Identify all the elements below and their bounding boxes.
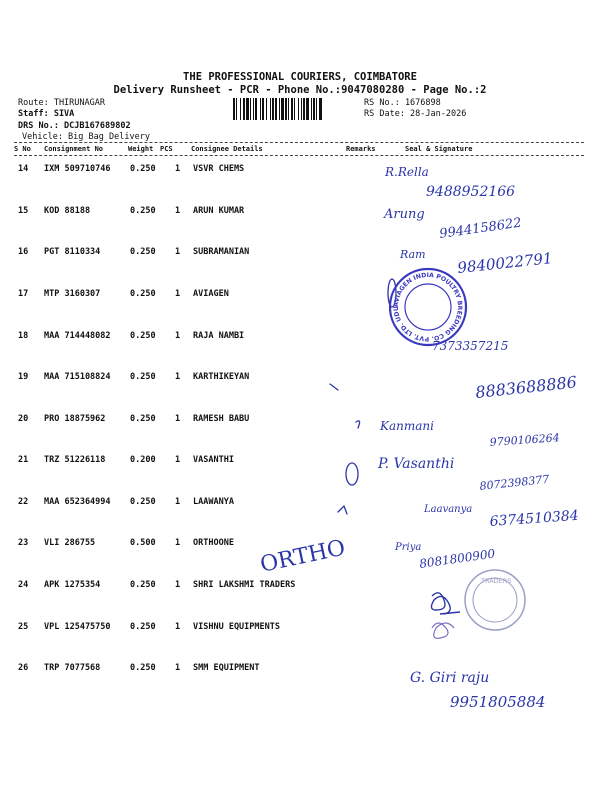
col-remarks: Remarks xyxy=(346,145,376,153)
row14-signature: R.Rella xyxy=(385,165,429,179)
row-consignment-no: VPL 125475750 xyxy=(44,622,111,632)
row16-signature: Ram xyxy=(400,248,426,261)
row-pcs: 1 xyxy=(175,247,181,257)
aviagen-stamp xyxy=(390,269,466,345)
row-sno: 23 xyxy=(18,538,29,548)
row-consignee: VASANTHI xyxy=(193,455,234,465)
col-seal: Seal & Signature xyxy=(405,145,473,153)
row-consignee: VSVR CHEMS xyxy=(193,164,245,174)
col-pcs: PCS xyxy=(160,145,173,153)
row19-tick-mark xyxy=(330,384,338,390)
row20-signature: Kanmani xyxy=(380,419,434,433)
row-weight: 0.250 xyxy=(130,289,156,299)
row-weight: 0.500 xyxy=(130,538,156,548)
row-consignee: RAMESH BABU xyxy=(193,414,250,424)
row-pcs: 1 xyxy=(175,663,181,673)
row23-remark: ORTHO xyxy=(258,535,348,578)
row-pcs: 1 xyxy=(175,164,181,174)
row-consignee: SUBRAMANIAN xyxy=(193,247,250,257)
row-consignee: KARTHIKEYAN xyxy=(193,372,250,382)
row-sno: 17 xyxy=(18,289,29,299)
row-weight: 0.250 xyxy=(130,164,156,174)
row-sno: 18 xyxy=(18,331,29,341)
row-pcs: 1 xyxy=(175,206,181,216)
row-consignment-no: MAA 652364994 xyxy=(44,497,111,507)
traders-stamp-text: TRADERS xyxy=(481,577,512,585)
row-consignment-no: APK 1275354 xyxy=(44,580,101,590)
row-consignment-no: VLI 286755 xyxy=(44,538,96,548)
row-pcs: 1 xyxy=(175,331,181,341)
row-consignment-no: MAA 715108824 xyxy=(44,372,111,382)
row-consignee: SHRI LAKSHMI TRADERS xyxy=(193,580,296,590)
row-sno: 24 xyxy=(18,580,29,590)
stamp-inner-ring xyxy=(405,284,451,330)
row-weight: 0.250 xyxy=(130,247,156,257)
row-weight: 0.250 xyxy=(130,414,156,424)
row14-phone: 9488952166 xyxy=(426,184,516,200)
row-weight: 0.250 xyxy=(130,497,156,507)
row-weight: 0.250 xyxy=(130,663,156,673)
row-pcs: 1 xyxy=(175,538,181,548)
row22-tick-mark xyxy=(338,506,347,514)
vehicle-field: Vehicle: Big Bag Delivery xyxy=(22,132,150,142)
row16-phone: 9840022791 xyxy=(456,249,554,277)
traders-stamp xyxy=(465,570,525,630)
staff-field: Staff: SIVA xyxy=(18,109,75,119)
row23-signature: Priya xyxy=(395,542,422,553)
rs-date: RS Date: 28-Jan-2026 xyxy=(364,109,467,119)
company-name: THE PROFESSIONAL COURIERS, COIMBATORE xyxy=(183,71,417,83)
row-sno: 26 xyxy=(18,663,29,673)
row-sno: 22 xyxy=(18,497,29,507)
row-sno: 25 xyxy=(18,622,29,632)
row-consignee: ARUN KUMAR xyxy=(193,206,245,216)
row20-tick-mark xyxy=(356,421,360,428)
row22-phone: 6374510384 xyxy=(489,507,580,530)
row-consignee: VISHNU EQUIPMENTS xyxy=(193,622,280,632)
row-weight: 0.250 xyxy=(130,580,156,590)
row-consignee: AVIAGEN xyxy=(193,289,229,299)
row23-phone: 8081800900 xyxy=(418,546,497,571)
col-details: Consignee Details xyxy=(191,145,263,153)
svg-text:AVIAGEN INDIA POULTRY BREEDING xyxy=(393,272,463,342)
row-consignment-no: MTP 3160307 xyxy=(44,289,101,299)
drs-field: DRS No.: DCJB167689802 xyxy=(18,121,131,131)
row-sno: 21 xyxy=(18,455,29,465)
row-sno: 20 xyxy=(18,414,29,424)
row-pcs: 1 xyxy=(175,497,181,507)
row-sno: 16 xyxy=(18,247,29,257)
row-pcs: 1 xyxy=(175,580,181,590)
route-field: Route: THIRUNAGAR xyxy=(18,98,105,108)
row-consignment-no: PGT 8110334 xyxy=(44,247,101,257)
col-sno: S No xyxy=(14,145,31,153)
row-pcs: 1 xyxy=(175,622,181,632)
row-consignment-no: IXM 509710746 xyxy=(44,164,111,174)
row22-signature: Laavanya xyxy=(424,504,473,515)
row-weight: 0.200 xyxy=(130,455,156,465)
col-consignment: Consignment No xyxy=(44,145,104,153)
row26-phone: 9951805884 xyxy=(450,693,546,711)
row15-signature: Arung xyxy=(384,207,425,222)
row-pcs: 1 xyxy=(175,289,181,299)
rs-number: RS No.: 1676898 xyxy=(364,98,441,108)
row-weight: 0.250 xyxy=(130,206,156,216)
row-consignee: SMM EQUIPMENT xyxy=(193,663,260,673)
col-weight: Weight xyxy=(128,145,154,153)
row24-signature-scribble xyxy=(431,593,460,614)
row-consignment-no: MAA 714448082 xyxy=(44,331,111,341)
row-consignee: LAAWANYA xyxy=(193,497,234,507)
row-consignment-no: TRP 7077568 xyxy=(44,663,101,673)
stamp-outer-ring xyxy=(390,269,466,345)
row-pcs: 1 xyxy=(175,372,181,382)
row25-signature-scribble xyxy=(432,623,454,638)
row-consignment-no: KOD 88188 xyxy=(44,206,91,216)
row-consignee: ORTHOONE xyxy=(193,538,234,548)
stamp-text: AVIAGEN INDIA POULTRY BREEDING CO. PVT. LTD. UDUMALPET xyxy=(392,271,464,343)
runsheet-title: Delivery Runsheet - PCR - Phone No.:9047080280 - Page No.:2 xyxy=(113,84,487,96)
row21-circle-mark xyxy=(346,463,358,485)
row-sno: 19 xyxy=(18,372,29,382)
row-consignment-no: PRO 18875962 xyxy=(44,414,106,424)
row21-phone: 8072398377 xyxy=(478,472,550,493)
row19-phone: 8883688886 xyxy=(474,372,578,402)
row15-phone: 9944158622 xyxy=(438,215,523,242)
row-pcs: 1 xyxy=(175,455,181,465)
row-sno: 14 xyxy=(18,164,29,174)
row21-signature: P. Vasanthi xyxy=(378,456,455,472)
row-weight: 0.250 xyxy=(130,372,156,382)
row-consignee: RAJA NAMBI xyxy=(193,331,245,341)
row-weight: 0.250 xyxy=(130,622,156,632)
row20-phone: 9790106264 xyxy=(489,431,561,449)
row-weight: 0.250 xyxy=(130,331,156,341)
row-sno: 15 xyxy=(18,206,29,216)
row-pcs: 1 xyxy=(175,414,181,424)
row26-signature: G. Giri raju xyxy=(410,670,490,686)
row-consignment-no: TRZ 51226118 xyxy=(44,455,106,465)
row18-phone: 7373357215 xyxy=(432,339,509,353)
